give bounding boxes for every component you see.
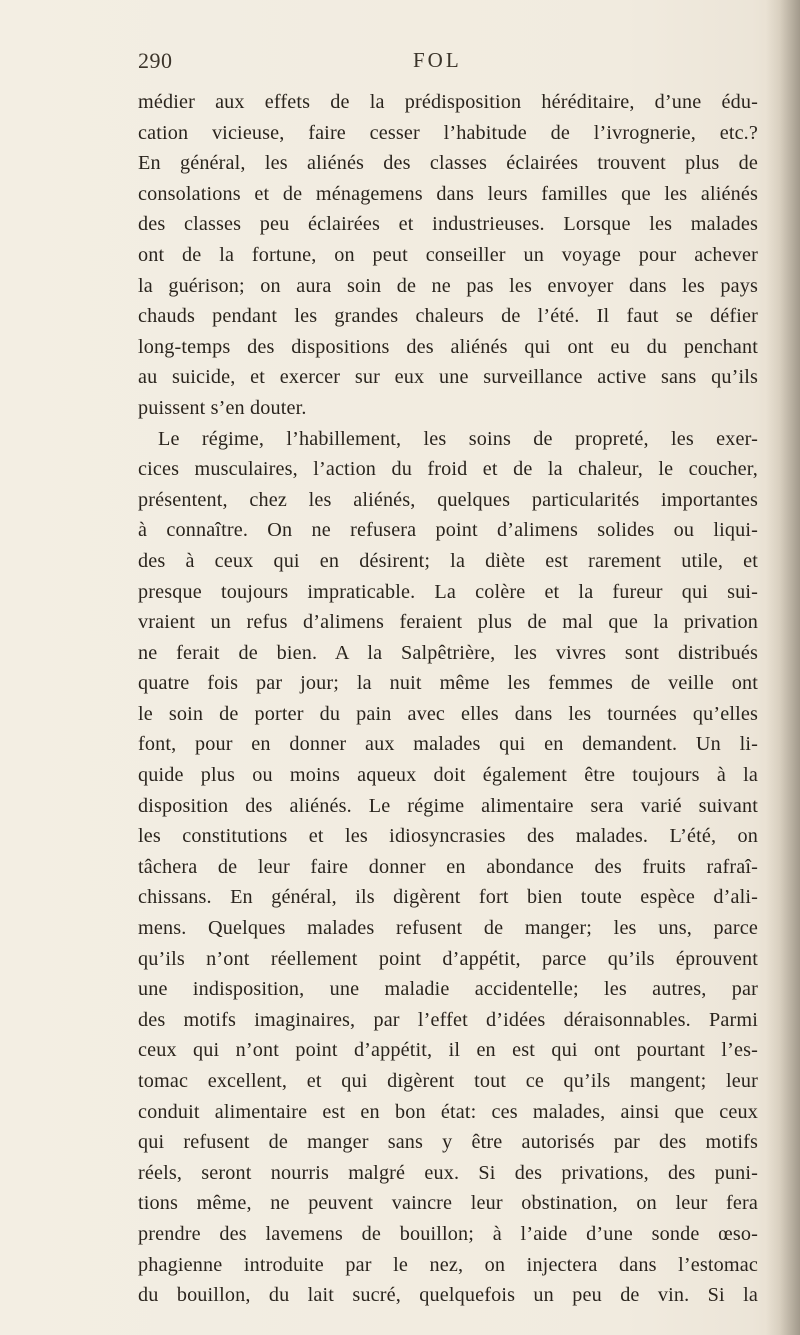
text-line: réels, seront nourris malgré eux. Si des privations, des puni- xyxy=(138,1161,758,1184)
text-line: le soin de porter du pain avec elles dans les tournées qu’elles xyxy=(138,702,758,725)
text-line: des motifs imaginaires, par l’effet d’idées déraisonnables. Parmi xyxy=(138,1008,758,1031)
text-line: prendre des lavemens de bouillon; à l’aide d’une sonde œso- xyxy=(138,1222,758,1245)
text-line: tions même, ne peuvent vaincre leur obstination, on leur fera xyxy=(138,1192,758,1215)
text-line: qui refusent de manger sans y être autorisés par des motifs xyxy=(138,1131,758,1154)
body-text xyxy=(138,87,758,1311)
text-line: En général, les aliénés des classes éclairées trouvent plus de xyxy=(138,152,758,175)
text-line: font, pour en donner aux malades qui en demandent. Un li- xyxy=(138,733,758,756)
text-line: présentent, chez les aliénés, quelques particularités importantes xyxy=(138,488,758,511)
text-line: mens. Quelques malades refusent de manger; les uns, parce xyxy=(138,917,758,940)
text-line: une indisposition, une maladie accidentelle; les autres, par xyxy=(138,978,758,1001)
text-line: les constitutions et les idiosyncrasies des malades. L’été, on xyxy=(138,825,758,848)
text-line: qu’ils n’ont réellement point d’appétit, parce qu’ils éprouvent xyxy=(138,947,758,970)
text-line: consolations et de ménagemens dans leurs familles que les aliénés xyxy=(138,182,758,205)
text-line: médier aux effets de la prédisposition héréditaire, d’une édu- xyxy=(138,91,758,113)
text-line: des classes peu éclairées et industrieuses. Lorsque les malades xyxy=(138,213,758,236)
page-number: 290 xyxy=(138,48,173,73)
text-line: long-temps des dispositions des aliénés qui ont eu du penchant xyxy=(138,335,758,358)
text-line: tomac excellent, et qui digèrent tout ce qu’ils mangent; leur xyxy=(138,1070,758,1092)
text-line: quide plus ou moins aqueux doit également être toujours à la xyxy=(138,764,758,787)
text-line: chissans. En général, ils digèrent fort bien toute espèce d’ali- xyxy=(138,886,758,909)
text-line: chauds pendant les grandes chaleurs de l’été. Il faut se défier xyxy=(138,305,758,328)
text-line: Le régime, l’habillement, les soins de propreté, les exer- xyxy=(158,427,758,450)
text-line: ont de la fortune, on peut conseiller un voyage pour achever xyxy=(138,243,758,266)
text-line: au suicide, et exercer sur eux une surveillance active sans qu’ils xyxy=(138,366,758,389)
text-line: phagienne introduite par le nez, on injectera dans l’estomac xyxy=(138,1253,758,1276)
text-line: du bouillon, du lait sucré, quelquefois un peu de vin. Si la xyxy=(138,1284,758,1307)
page-header xyxy=(138,48,758,78)
text-line: disposition des aliénés. Le régime alimentaire sera varié suivant xyxy=(138,794,758,817)
text-line: puissent s’en douter. xyxy=(138,396,307,419)
text-line: à connaître. On ne refusera point d’alimens solides ou liqui- xyxy=(138,519,758,542)
text-line: tâchera de leur faire donner en abondance des fruits rafraî- xyxy=(138,855,758,878)
text-line: ceux qui n’ont point d’appétit, il en est qui ont pourtant l’es- xyxy=(138,1039,758,1062)
paragraph-2 xyxy=(138,424,758,1311)
text-line: la guérison; on aura soin de ne pas les envoyer dans les pays xyxy=(138,274,758,297)
text-line: cation vicieuse, faire cesser l’habitude de l’ivrognerie, etc.? xyxy=(138,121,758,144)
text-line: conduit alimentaire est en bon état: ces malades, ainsi que ceux xyxy=(138,1100,758,1123)
text-line: des à ceux qui en désirent; la diète est rarement utile, et xyxy=(138,549,758,572)
text-line: vraient un refus d’alimens feraient plus de mal que la privation xyxy=(138,611,758,634)
text-line: ne ferait de bien. A la Salpêtrière, les vivres sont distribués xyxy=(138,641,758,664)
text-line: presque toujours impraticable. La colère et la fureur qui sui- xyxy=(138,580,758,603)
running-head: FOL xyxy=(413,48,462,72)
binding-shadow xyxy=(766,0,800,1335)
text-line: quatre fois par jour; la nuit même les femmes de veille ont xyxy=(138,672,758,695)
text-line: cices musculaires, l’action du froid et de la chaleur, le coucher, xyxy=(138,458,758,481)
paragraph-1 xyxy=(138,87,758,424)
